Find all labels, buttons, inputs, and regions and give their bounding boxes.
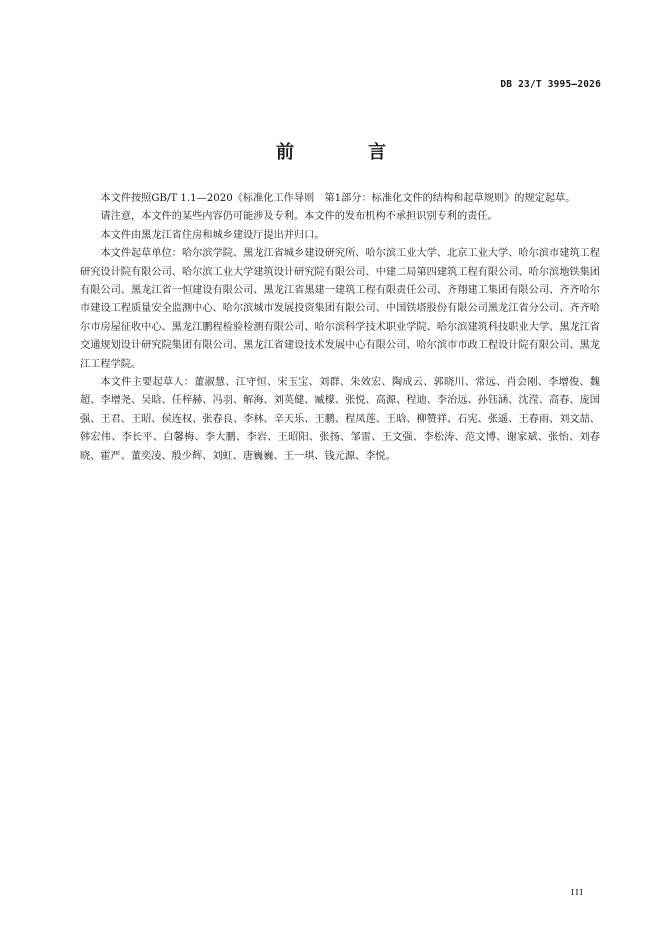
paragraph-proposer: 本文件由黑龙江省住房和城乡建设厅提出并归口。 <box>100 229 325 241</box>
standard-code: DB 23/T 3995—2026 <box>500 79 601 90</box>
paragraph-patent-notice: 请注意，本文件的某些内容仍可能涉及专利。本文件的发布机构不承担识别专利的责任。 <box>100 211 498 223</box>
paragraph-drafting-units: 本文件起草单位：哈尔滨学院、黑龙江省城乡建设研究所、哈尔滨工业大学、北京工业大学、哈尔滨市建筑工程研究设计院有限公司、哈尔滨工业大学建筑设计研究院有限公司、中建二局第四建筑工程有限公司、哈尔滨地铁集团有限公司、黑龙江省一恒建设有限公司、黑龙江省黑建一建筑工程有限责任公司、齐翔建工集团有限公司、齐齐哈尔市建设工程质量安全监测中心、哈尔滨城市发展投资集团有限公司、中国铁塔股份有限公司黑龙江省分公司、齐齐哈尔市房屋征收中心、黑龙江鹏程检验检测有限公司、哈尔滨科学技术职业学院、哈尔滨建筑科技职业大学、黑龙江省交通规划设计研究院集团有限公司、黑龙江省建设技术发展中心有限公司、哈尔滨市市政工程设计院有限公司、黑龙江工程学院。 <box>80 248 600 370</box>
paragraph-drafting-rules: 本文件按照GB/T 1.1—2020《标准化工作导则 第1部分：标准化文件的结构和起草规则》的规定起草。 <box>100 193 576 204</box>
page-number: III <box>570 888 584 898</box>
page-title: 前 言 <box>276 142 414 163</box>
paragraph-drafters: 本文件主要起草人：董淑慧、江守恒、宋玉宝、刘群、朱效宏、陶成云、郭晓川、常远、肖会刚、李增俊、魏超、李增尧、吴晗、任梓赫、冯羽、解海、刘英健、臧檬、张悦、高源、程迪、李治远、孙钰涵、沈滢、高春、庞国强、王君、王昭、侯连权、张春良、李林、辛天乐、王鹏、程凤莲、王晗、柳赞祥、石宪、张遥、王春雨、刘文喆、韩宏伟、李长平、白馨梅、李大鹏、李岩、王昭阳、张扬、邹雷、王文强、李松涛、范文博、谢家斌、张怡、刘春晓、霍严、董奕凌、殷少辉、刘虹、唐巍巍、王一琪、钱元源、李悦。 <box>80 377 600 462</box>
foreword-body <box>80 190 600 466</box>
